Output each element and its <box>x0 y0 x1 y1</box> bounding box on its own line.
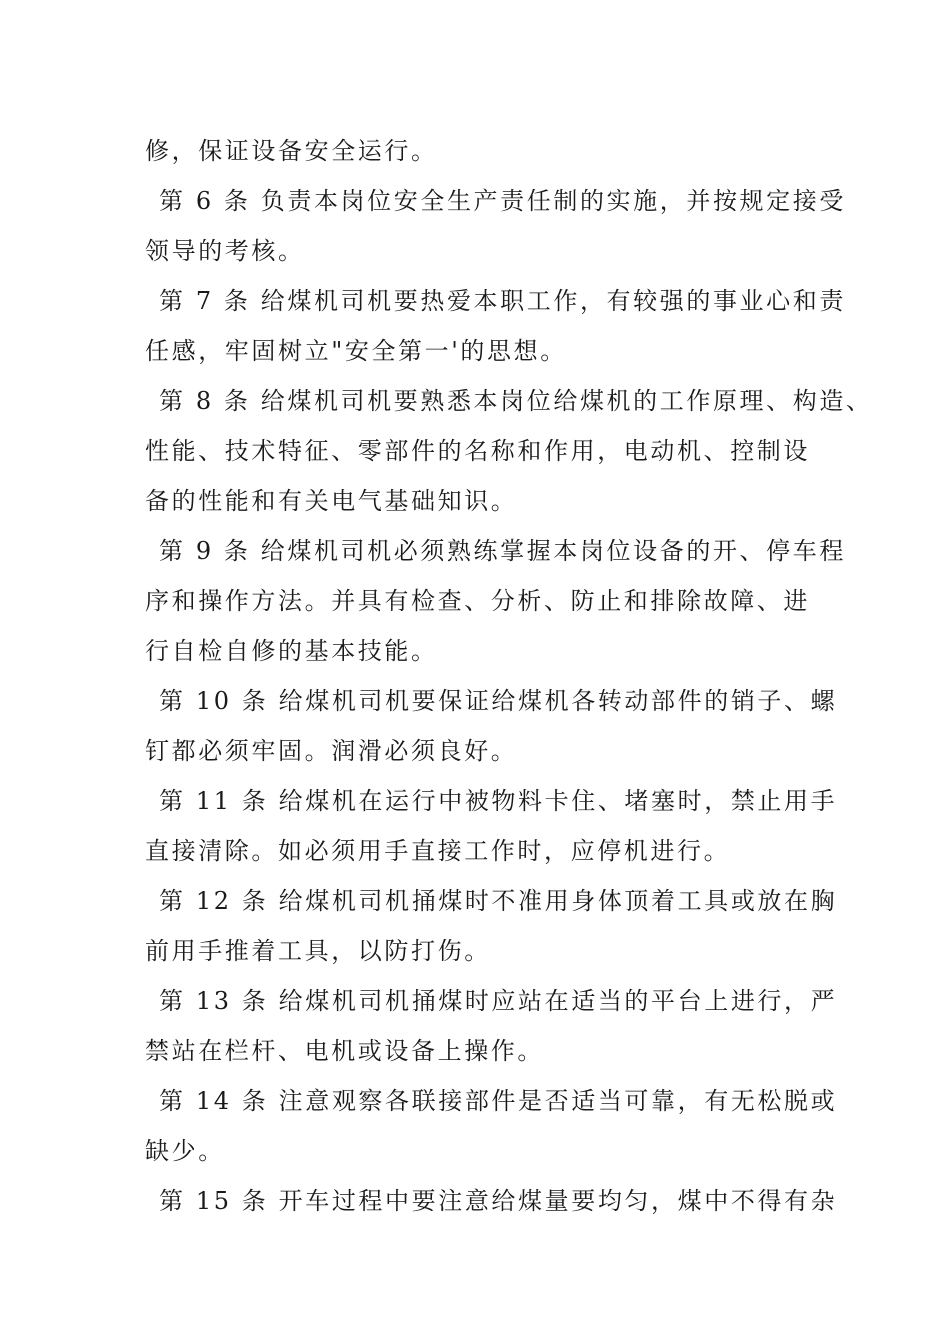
article-13-line-1: 第 13 条 给煤机司机捅煤时应站在适当的平台上进行，严 <box>159 987 838 1015</box>
article-9-line-2: 序和操作方法。并具有检查、分析、防止和排除故障、进 <box>145 587 810 615</box>
article-6-line-1: 第 6 条 负责本岗位安全生产责任制的实施，并按规定接受 <box>159 187 846 215</box>
article-8-line-1: 第 8 条 给煤机司机要熟悉本岗位给煤机的工作原理、构造、 <box>159 387 873 415</box>
article-12-line-1: 第 12 条 给煤机司机捅煤时不准用身体顶着工具或放在胸 <box>159 887 838 915</box>
article-10-line-2: 钉都必须牢固。润滑必须良好。 <box>145 737 518 765</box>
article-13-line-2: 禁站在栏杆、电机或设备上操作。 <box>145 1037 544 1065</box>
article-14-line-2: 缺少。 <box>145 1137 225 1165</box>
article-11-line-2: 直接清除。如必须用手直接工作时，应停机进行。 <box>145 837 731 865</box>
article-9-line-1: 第 9 条 给煤机司机必须熟练掌握本岗位设备的开、停车程 <box>159 537 846 565</box>
article-7-line-2: 任感，牢固树立"安全第一'的思想。 <box>145 337 567 365</box>
article-10-line-1: 第 10 条 给煤机司机要保证给煤机各转动部件的销子、螺 <box>159 687 838 715</box>
article-11-line-1: 第 11 条 给煤机在运行中被物料卡住、堵塞时，禁止用手 <box>159 787 838 815</box>
article-8-line-2: 性能、技术特征、零部件的名称和作用，电动机、控制设 <box>145 437 810 465</box>
article-8-line-3: 备的性能和有关电气基础知识。 <box>145 487 518 515</box>
article-14-line-1: 第 14 条 注意观察各联接部件是否适当可靠，有无松脱或 <box>159 1087 838 1115</box>
text-line-1: 修，保证设备安全运行。 <box>145 137 438 165</box>
article-15-line-1: 第 15 条 开车过程中要注意给煤量要均匀，煤中不得有杂 <box>159 1187 838 1215</box>
document-body <box>145 126 873 1226</box>
article-12-line-2: 前用手推着工具，以防打伤。 <box>145 937 491 965</box>
article-7-line-1: 第 7 条 给煤机司机要热爱本职工作，有较强的事业心和责 <box>159 287 846 315</box>
article-9-line-3: 行自检自修的基本技能。 <box>145 637 438 665</box>
article-6-line-2: 领导的考核。 <box>145 237 305 265</box>
